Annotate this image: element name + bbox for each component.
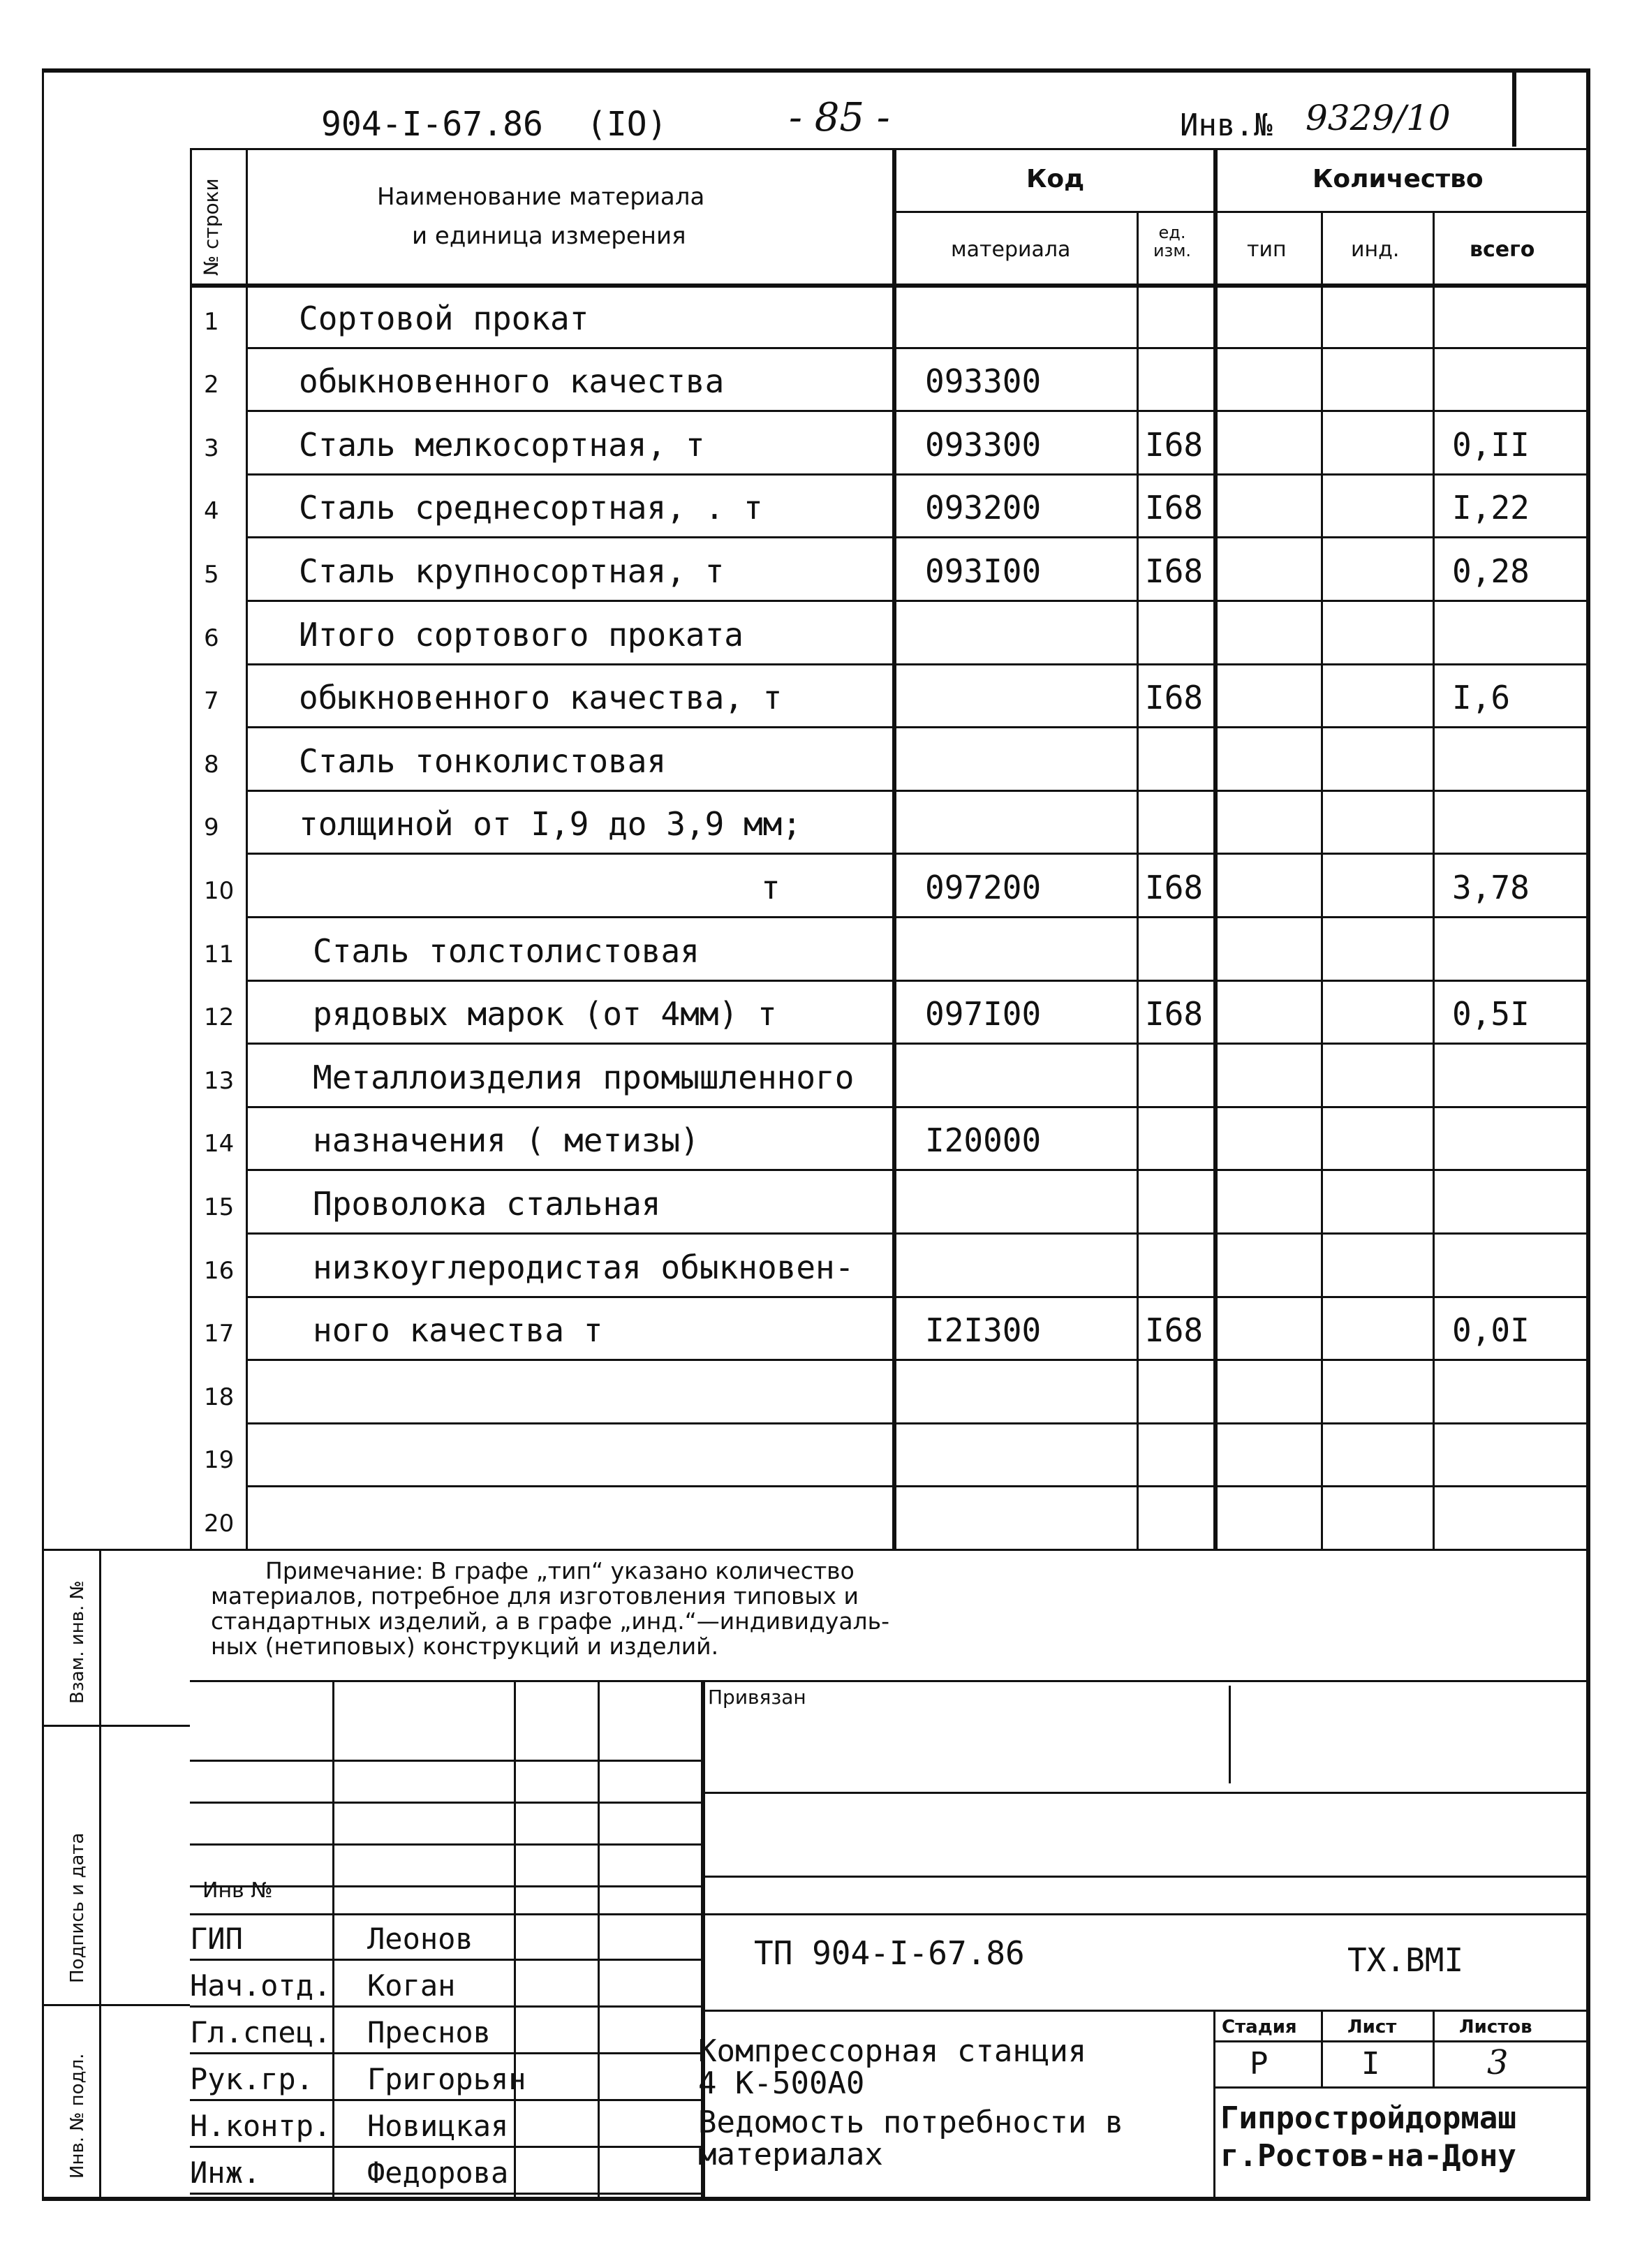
header-name-line2: и единица измерения: [412, 222, 686, 250]
material-code: I20000: [925, 1121, 1042, 1160]
material-name: низкоуглеродистая обыкновен-: [313, 1248, 855, 1286]
sheet-value: I: [1361, 2046, 1380, 2082]
row-number: 9: [204, 813, 219, 842]
table-bottom: [190, 1549, 1590, 1551]
stamp-row-e: [190, 1913, 1590, 1915]
side-div1: [42, 1725, 190, 1727]
unit-code: I68: [1145, 679, 1204, 717]
frame-left: [42, 68, 44, 2200]
note-line3: стандартных изделий, а в графе „инд.“—индивидуаль-: [211, 1607, 889, 1635]
stamp-row-b: [190, 1802, 701, 1804]
signatory-name: Григорьян: [367, 2062, 526, 2096]
doc-part: (IO): [586, 105, 667, 144]
header-typ: тип: [1247, 237, 1287, 262]
material-name: назначения ( метизы): [313, 1121, 700, 1160]
material-name: Сталь мелкосортная, т: [299, 425, 705, 464]
row-divider: [246, 980, 1589, 982]
row-divider: [246, 347, 1589, 349]
material-name: Сталь тонколистовая: [299, 742, 667, 780]
sheets-label: Листов: [1459, 2017, 1532, 2038]
material-name: т: [761, 869, 781, 906]
note-top-line: [42, 1549, 190, 1551]
material-name: Металлоизделия промышленного: [313, 1058, 855, 1096]
stage-value-line: [1213, 2086, 1590, 2089]
total-quantity: 3,78: [1452, 869, 1530, 906]
stage-box-mid1: [1321, 2010, 1323, 2086]
material-name: обыкновенного качества: [299, 362, 725, 401]
sheets-value: 3: [1487, 2043, 1509, 2082]
material-name: рядовых марок (от 4мм) т: [313, 995, 777, 1033]
total-quantity: I,6: [1452, 679, 1511, 717]
signatory-role: ГИП: [190, 1922, 243, 1956]
title-line2: 4 К-500А0: [698, 2066, 865, 2101]
signatory-line: [190, 2146, 701, 2148]
row-divider: [246, 1106, 1589, 1108]
row-number: 1: [204, 307, 219, 336]
material-name: Сталь среднесортная, . т: [299, 489, 763, 527]
unit-code: I68: [1145, 1311, 1204, 1350]
row-number: 3: [204, 434, 219, 462]
title-line4: материалах: [698, 2137, 883, 2172]
row-number: 6: [204, 624, 219, 652]
unit-code: I68: [1145, 425, 1204, 464]
row-divider: [246, 853, 1589, 855]
row-number: 8: [204, 750, 219, 779]
row-divider: [246, 1169, 1589, 1171]
stage-label-line: [1213, 2040, 1590, 2042]
inv-box-divider: [1512, 70, 1516, 147]
stamp-row-a: [190, 1760, 701, 1762]
side-vzam: Взам. инв. №: [67, 1580, 88, 1704]
side-div2: [42, 2004, 190, 2006]
stamp-top: [190, 1680, 1590, 1682]
note-line1: Примечание: В графе „тип“ указано количество: [265, 1557, 855, 1584]
signatory-role: Рук.гр.: [190, 2062, 314, 2096]
material-name: ного качества т: [313, 1311, 603, 1350]
material-name: толщиной от I,9 до 3,9 мм;: [299, 805, 802, 844]
signatory-line: [190, 2099, 701, 2101]
table-header-bottom: [190, 284, 1590, 288]
header-material: материала: [951, 237, 1071, 262]
frame-right: [1586, 68, 1590, 2200]
signatory-name: Коган: [367, 1968, 456, 2003]
signatory-line: [190, 1959, 701, 1961]
unit-code: I68: [1145, 552, 1204, 590]
project-code: ТП 904-I-67.86: [754, 1934, 1025, 1972]
signatory-role: Нач.отд.: [190, 1968, 332, 2003]
header-quantity: Количество: [1312, 165, 1484, 193]
material-code: 093300: [925, 362, 1042, 401]
privyazan-line2: [705, 1876, 1589, 1878]
privyazan-divider: [1229, 1686, 1231, 1783]
privyazan-label: Привязан: [708, 1686, 806, 1709]
row-divider: [246, 1485, 1589, 1487]
total-quantity: 0,0I: [1452, 1311, 1530, 1350]
row-divider: [246, 536, 1589, 538]
signatory-role: Н.контр.: [190, 2109, 332, 2143]
sheet-label: Лист: [1347, 2017, 1397, 2038]
row-number: 19: [204, 1446, 235, 1475]
signatory-role: Гл.спец.: [190, 2015, 332, 2049]
header-total: всего: [1470, 237, 1535, 262]
stage-label: Стадия: [1222, 2017, 1297, 2038]
inv-label: Инв.№: [1180, 108, 1273, 143]
col-code-left: [892, 148, 896, 1549]
material-name: Итого сортового проката: [299, 615, 744, 654]
material-code: 097200: [925, 869, 1042, 906]
material-code: I2I300: [925, 1311, 1042, 1350]
row-divider: [246, 663, 1589, 665]
unit-code: I68: [1145, 995, 1204, 1033]
signatory-name: Федорова: [367, 2156, 509, 2190]
unit-code: I68: [1145, 489, 1204, 527]
row-divider: [246, 726, 1589, 728]
page-number: - 85 -: [789, 95, 890, 140]
stamp-title-line: [701, 2010, 1590, 2012]
header-name-line1: Наименование материала: [377, 183, 705, 211]
stamp-row-c: [190, 1843, 701, 1846]
signatory-name: Новицкая: [367, 2109, 509, 2143]
material-name: Сталь крупносортная, т: [299, 552, 725, 590]
row-number: 5: [204, 561, 219, 589]
privyazan-line1: [705, 1792, 1589, 1794]
signatory-line: [190, 2052, 701, 2054]
frame-bottom: [42, 2197, 1590, 2201]
frame-top: [42, 68, 1590, 73]
row-number: 16: [204, 1256, 235, 1285]
org-line2: г.Ростов-на-Дону: [1220, 2138, 1516, 2174]
doc-code: 904-I-67.86: [321, 105, 543, 144]
code-subheader-line: [894, 211, 1589, 213]
stage-value: Р: [1250, 2046, 1269, 2082]
side-podpis: Подпись и дата: [67, 1832, 88, 1983]
title-line1: Компрессорная станция: [698, 2033, 1087, 2069]
col-name-left: [246, 148, 248, 1549]
stage-box-mid2: [1433, 2010, 1435, 2086]
material-name: обыкновенного качества, т: [299, 679, 783, 717]
unit-code: I68: [1145, 869, 1204, 906]
sheet-code: ТХ.ВМI: [1347, 1941, 1464, 1979]
row-number: 18: [204, 1383, 235, 1411]
material-name: Проволока стальная: [313, 1185, 661, 1223]
stamp-col2: [514, 1680, 516, 2197]
row-divider: [246, 790, 1589, 792]
row-number: 7: [204, 687, 219, 716]
stage-box-left: [1213, 2010, 1215, 2197]
row-divider: [246, 1422, 1589, 1424]
header-row-num: № строки: [200, 178, 223, 276]
signatory-line: [190, 2005, 701, 2008]
total-quantity: I,22: [1452, 489, 1530, 527]
row-number: 20: [204, 1510, 235, 1538]
signatory-name: Преснов: [367, 2015, 491, 2049]
row-divider: [246, 1043, 1589, 1045]
col-typ-left: [1213, 148, 1218, 1549]
row-divider: [246, 473, 1589, 476]
title-line3: Ведомость потребности в: [698, 2105, 1124, 2140]
inv-number: 9329/10: [1306, 98, 1451, 138]
row-number: 17: [204, 1320, 235, 1348]
row-number: 2: [204, 371, 219, 399]
row-number: 15: [204, 1193, 235, 1221]
row-divider: [246, 1232, 1589, 1235]
material-code: 097I00: [925, 995, 1042, 1033]
table-top: [190, 148, 1590, 150]
row-number: 10: [204, 877, 235, 905]
row-number: 13: [204, 1066, 235, 1095]
row-divider: [246, 916, 1589, 918]
col-rownum-left: [190, 148, 192, 1549]
material-code: 093300: [925, 425, 1042, 464]
row-divider: [246, 600, 1589, 602]
signatory-line: [190, 2193, 701, 2195]
row-number: 4: [204, 497, 219, 526]
row-number: 11: [204, 940, 235, 969]
row-divider: [246, 410, 1589, 412]
total-quantity: 0,II: [1452, 425, 1530, 464]
note-line4: ных (нетиповых) конструкций и изделий.: [211, 1633, 719, 1660]
header-code: Код: [1026, 165, 1085, 193]
stamp-col1: [332, 1680, 334, 2197]
total-quantity: 0,5I: [1452, 995, 1530, 1033]
row-number: 12: [204, 1003, 235, 1032]
total-quantity: 0,28: [1452, 552, 1530, 590]
row-divider: [246, 1359, 1589, 1361]
material-code: 093200: [925, 489, 1042, 527]
row-number: 14: [204, 1130, 235, 1158]
row-divider: [246, 1296, 1589, 1298]
header-ind: инд.: [1351, 237, 1400, 262]
stamp-col3: [598, 1680, 600, 2197]
side-strip-right: [99, 1549, 101, 2197]
signatory-name: Леонов: [367, 1922, 473, 1956]
org-line1: Гипростройдормаш: [1220, 2100, 1516, 2136]
note-line2: материалов, потребное для изготовления типовых и: [211, 1582, 859, 1610]
material-code: 093I00: [925, 552, 1042, 590]
header-unit: ед. изм.: [1153, 223, 1192, 260]
side-inv-podl: Инв. № подл.: [67, 2053, 88, 2179]
material-name: Сталь толстолистовая: [313, 932, 700, 970]
inv-no-label: Инв №: [202, 1878, 273, 1903]
signatory-role: Инж.: [190, 2156, 261, 2190]
material-name: Сортовой прокат: [299, 299, 589, 337]
